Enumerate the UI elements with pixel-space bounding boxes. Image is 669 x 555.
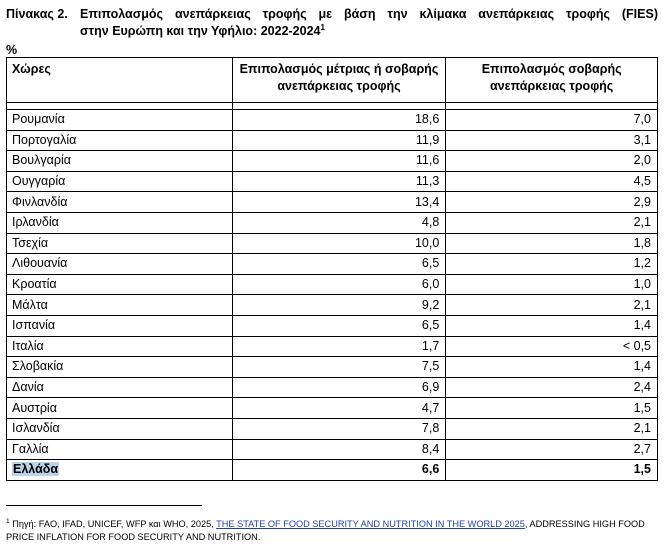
cell-severe: < 0,5 — [446, 336, 658, 357]
header-country: Χώρες — [7, 58, 233, 103]
cell-severe: 2,0 — [446, 151, 658, 172]
cell-moderate-severe: 6,5 — [232, 254, 446, 275]
cell-country: Βουλγαρία — [7, 151, 233, 172]
footnote-source-link[interactable]: THE STATE OF FOOD SECURITY AND NUTRITION IN THE WORLD 2025 — [216, 519, 525, 529]
cell-severe: 1,4 — [446, 357, 658, 378]
cell-country: Φινλανδία — [7, 192, 233, 213]
cell-severe: 1,2 — [446, 254, 658, 275]
cell-country: Ισπανία — [7, 315, 233, 336]
caption-label: Πίνακας 2. — [6, 7, 68, 21]
cell-severe: 1,4 — [446, 315, 658, 336]
table-row — [7, 418, 658, 439]
cell-moderate-severe: 8,4 — [232, 439, 446, 460]
table-row — [7, 171, 658, 192]
cell-severe: 2,1 — [446, 212, 658, 233]
table-row — [7, 192, 658, 213]
total-country — [7, 460, 233, 481]
cell-moderate-severe: 11,6 — [232, 151, 446, 172]
cell-country: Ιρλανδία — [7, 212, 233, 233]
footnote-prefix: Πηγή: FAO, IFAD, UNICEF, WFP και WHO, 2025, — [12, 519, 214, 529]
cell-moderate-severe: 6,0 — [232, 274, 446, 295]
cell-country: Ισλανδία — [7, 418, 233, 439]
table-row-greece — [7, 460, 658, 481]
cell-country: Δανία — [7, 377, 233, 398]
cell-severe: 4,5 — [446, 171, 658, 192]
cell-moderate-severe: 4,7 — [232, 398, 446, 419]
table-row — [7, 357, 658, 378]
caption-footnote-ref: 1 — [320, 22, 325, 32]
cell-moderate-severe: 10,0 — [232, 233, 446, 254]
cell-moderate-severe: 9,2 — [232, 295, 446, 316]
table-row — [7, 336, 658, 357]
cell-moderate-severe: 7,8 — [232, 418, 446, 439]
table-row — [7, 377, 658, 398]
cell-severe: 2,9 — [446, 192, 658, 213]
cell-country: Τσεχία — [7, 233, 233, 254]
cell-country: Ρουμανία — [7, 110, 233, 131]
cell-severe: 2,1 — [446, 418, 658, 439]
cell-severe: 3,1 — [446, 130, 658, 151]
table-row — [7, 274, 658, 295]
cell-moderate-severe: 6,9 — [232, 377, 446, 398]
cell-moderate-severe: 13,4 — [232, 192, 446, 213]
cell-country: Ουγγαρία — [7, 171, 233, 192]
cell-moderate-severe: 6,5 — [232, 315, 446, 336]
unit-label: % — [6, 43, 18, 57]
cell-country: Ιταλία — [7, 336, 233, 357]
cell-country: Πορτογαλία — [7, 130, 233, 151]
cell-moderate-severe: 4,8 — [232, 212, 446, 233]
cell-severe: 2,7 — [446, 439, 658, 460]
header-moderate-severe: Επιπολασμός μέτριας ή σοβαρής ανεπάρκειας τροφής — [232, 58, 446, 103]
table-row — [7, 439, 658, 460]
cell-country: Μάλτα — [7, 295, 233, 316]
cell-country: Γαλλία — [7, 439, 233, 460]
footnote — [6, 518, 666, 544]
cell-severe: 1,0 — [446, 274, 658, 295]
cell-severe: 2,4 — [446, 377, 658, 398]
cell-country: Σλοβακία — [7, 357, 233, 378]
cell-severe: 7,0 — [446, 110, 658, 131]
footnote-number: 1 — [6, 517, 10, 525]
table-row — [7, 233, 658, 254]
cell-country: Λιθουανία — [7, 254, 233, 275]
data-table — [6, 57, 658, 481]
header-severe: Επιπολασμός σοβαρής ανεπάρκειας τροφής — [446, 58, 658, 103]
header-row — [7, 58, 658, 103]
table-row — [7, 315, 658, 336]
table-row — [7, 398, 658, 419]
total-moderate-severe: 6,6 — [232, 460, 446, 481]
table-row — [7, 295, 658, 316]
caption-title-line-2 — [80, 23, 325, 39]
spacer-row — [7, 103, 658, 110]
table-row — [7, 151, 658, 172]
cell-moderate-severe: 11,3 — [232, 171, 446, 192]
table-row — [7, 254, 658, 275]
cell-country: Αυστρία — [7, 398, 233, 419]
footnote-separator — [6, 505, 202, 506]
cell-severe: 1,5 — [446, 398, 658, 419]
footnote-suffix: , ADDRESSING HIGH FOOD PRICE INFLATION FOR FOOD SECURITY AND NUTRITION. — [6, 519, 645, 542]
caption-title-line-1: Επιπολασμός ανεπάρκειας τροφής με βάση την κλίμακα ανεπάρκειας τροφής (FIES) — [80, 7, 658, 21]
cell-moderate-severe: 11,9 — [232, 130, 446, 151]
total-severe: 1,5 — [446, 460, 658, 481]
caption-title-line-2-text: στην Ευρώπη και την Υφήλιο: 2022-2024 — [80, 24, 321, 38]
cell-severe: 1,8 — [446, 233, 658, 254]
cell-country: Κροατία — [7, 274, 233, 295]
table-body — [7, 103, 658, 460]
cell-moderate-severe: 18,6 — [232, 110, 446, 131]
highlighted-country: Ελλάδα — [13, 462, 59, 477]
cell-severe: 2,1 — [446, 295, 658, 316]
table-row — [7, 110, 658, 131]
cell-moderate-severe: 7,5 — [232, 357, 446, 378]
cell-moderate-severe: 1,7 — [232, 336, 446, 357]
table-row — [7, 212, 658, 233]
table-row — [7, 130, 658, 151]
